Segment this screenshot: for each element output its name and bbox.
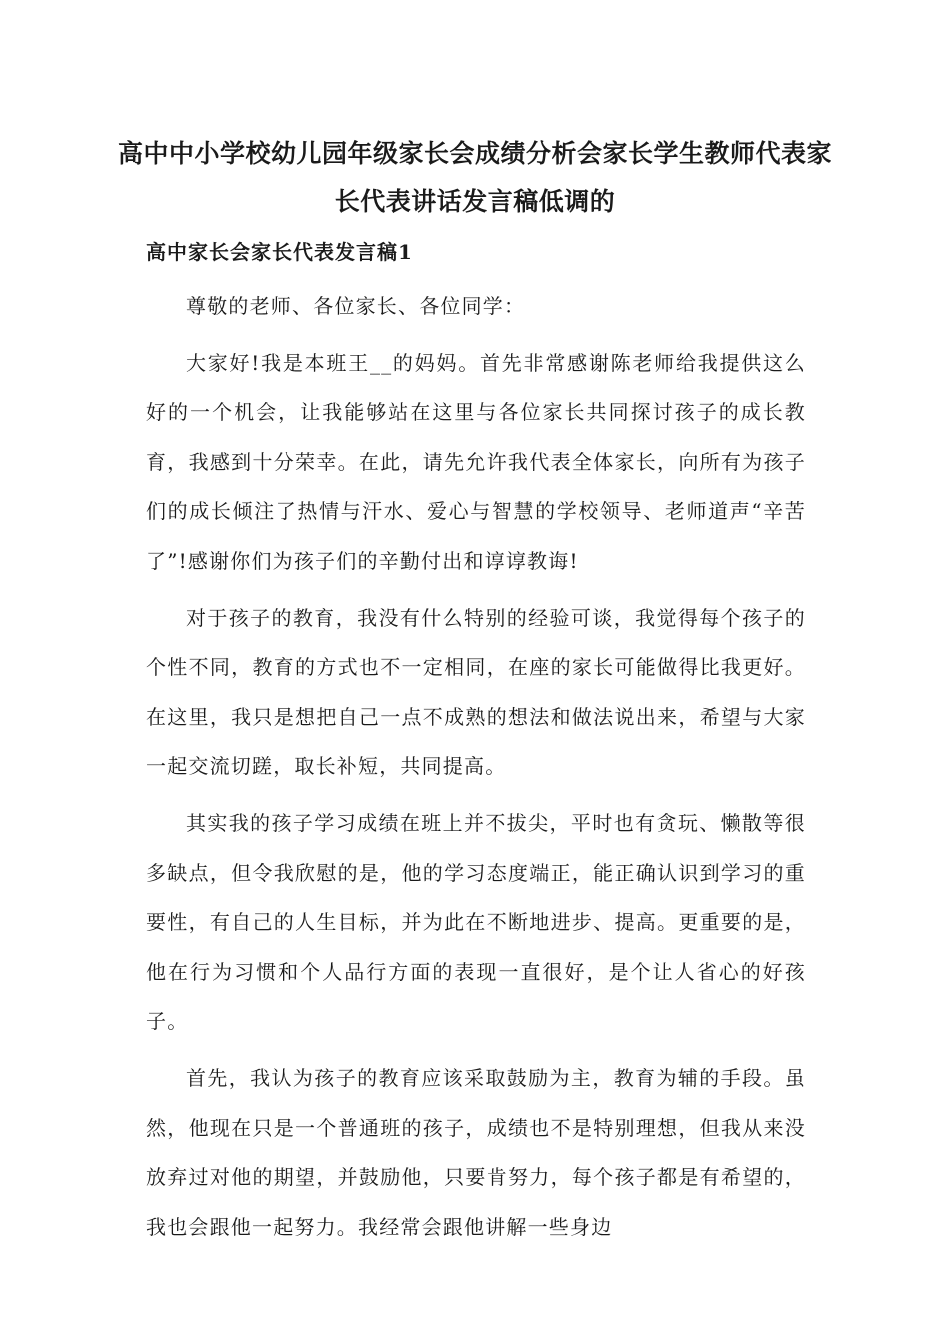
section-heading: 高中家长会家长代表发言稿1 [146, 240, 413, 264]
body-paragraph: 首先，我认为孩子的教育应该采取鼓励为主，教育为辅的手段。虽然，他现在只是一个普通班的孩子，成绩也不是特别理想，但我从来没放弃过对他的期望，并鼓励他，只要肯努力，每个孩子都是有希望的，我也会跟他一起努力。我经常会跟他讲解一些身边 [146, 1065, 806, 1239]
body-paragraph: 对于孩子的教育，我没有什么特别的经验可谈，我觉得每个孩子的个性不同，教育的方式也不一定相同，在座的家长可能做得比我更好。在这里，我只是想把自己一点不成熟的想法和做法说出来，希望与大家一起交流切蹉，取长补短，共同提高。 [146, 605, 806, 779]
body-paragraph: 其实我的孩子学习成绩在班上并不拔尖，平时也有贪玩、懒散等很多缺点，但令我欣慰的是，他的学习态度端正，能正确认识到学习的重要性，有自己的人生目标，并为此在不断地进步、提高。更重要的是，他在行为习惯和个人品行方面的表现一直很好，是个让人省心的好孩子。 [146, 810, 806, 1034]
salutation-paragraph: 尊敬的老师、各位家长、各位同学： [186, 294, 526, 318]
body-paragraph: 大家好!我是本班王__的妈妈。首先非常感谢陈老师给我提供这么好的一个机会，让我能够站在这里与各位家长共同探讨孩子的成长教育，我感到十分荣幸。在此，请先允许我代表全体家长，向所有为孩子们的成长倾注了热情与汗水、爱心与智慧的学校领导、老师道声“辛苦了”!感谢你们为孩子们的辛勤付出和谆谆教诲! [146, 350, 806, 573]
document-body [146, 282, 806, 1252]
document-title: 高中中小学校幼儿园年级家长会成绩分析会家长学生教师代表家长代表讲话发言稿低调的 [117, 139, 832, 216]
